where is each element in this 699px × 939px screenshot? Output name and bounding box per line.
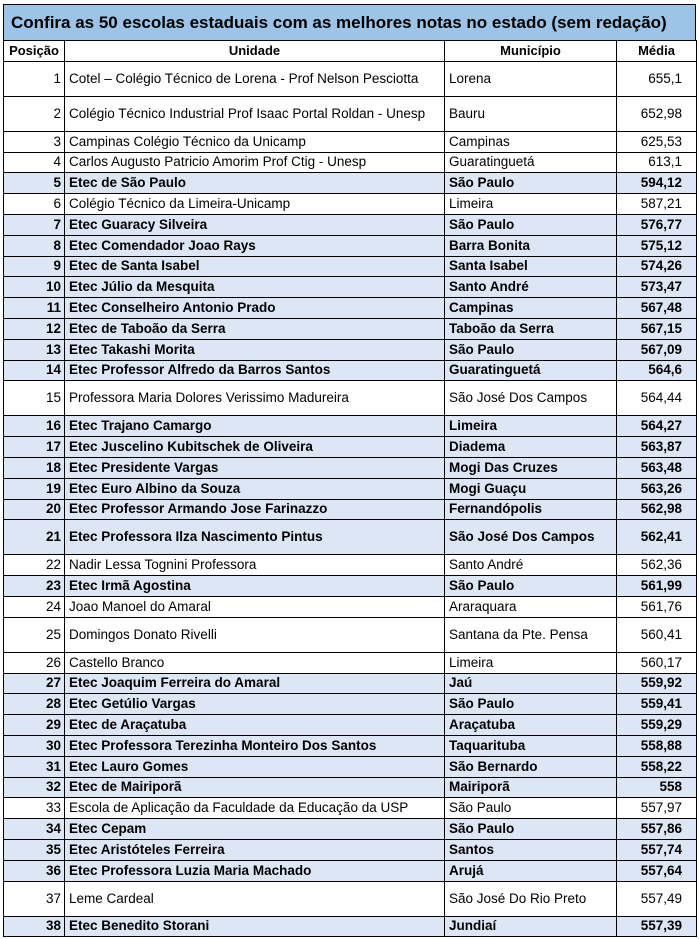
cell-unit: Etec Irmã Agostina (65, 576, 445, 597)
cell-position: 34 (4, 819, 65, 840)
cell-position: 25 (4, 617, 65, 652)
table-row (4, 916, 697, 937)
cell-unit: Etec de Santa Isabel (65, 256, 445, 277)
cell-position: 16 (4, 416, 65, 437)
cell-position: 32 (4, 777, 65, 798)
cell-position: 15 (4, 381, 65, 416)
table-row (4, 520, 697, 555)
cell-position: 5 (4, 173, 65, 194)
cell-city: São Paulo (445, 694, 617, 715)
cell-position: 36 (4, 860, 65, 881)
cell-average: 575,12 (617, 235, 697, 256)
table-row (4, 860, 697, 881)
cell-position: 17 (4, 437, 65, 458)
cell-position: 27 (4, 673, 65, 694)
table-header-row (4, 41, 697, 62)
cell-unit: Etec Juscelino Kubitschek de Oliveira (65, 437, 445, 458)
cell-city: Limeira (445, 416, 617, 437)
table-row (4, 61, 697, 96)
cell-city: Guaratinguetá (445, 152, 617, 173)
table-row (4, 131, 697, 152)
cell-city: Guaratinguetá (445, 360, 617, 381)
cell-city: Bauru (445, 96, 617, 131)
header-city: Município (445, 41, 617, 62)
cell-city: Taboão da Serra (445, 318, 617, 339)
cell-average: 557,86 (617, 819, 697, 840)
table-row (4, 777, 697, 798)
table-row (4, 437, 697, 458)
cell-position: 9 (4, 256, 65, 277)
cell-average: 594,12 (617, 173, 697, 194)
cell-position: 19 (4, 478, 65, 499)
table-row (4, 173, 697, 194)
cell-unit: Etec Professora Terezinha Monteiro Dos Santos (65, 735, 445, 756)
table-row (4, 555, 697, 576)
cell-position: 33 (4, 798, 65, 819)
cell-average: 587,21 (617, 194, 697, 215)
ranking-table (3, 40, 697, 937)
cell-city: Campinas (445, 298, 617, 319)
cell-city: São José Dos Campos (445, 381, 617, 416)
table-row (4, 339, 697, 360)
cell-position: 31 (4, 756, 65, 777)
cell-average: 561,99 (617, 576, 697, 597)
cell-average: 560,41 (617, 617, 697, 652)
cell-average: 563,26 (617, 478, 697, 499)
cell-unit: Etec Presidente Vargas (65, 457, 445, 478)
cell-average: 557,39 (617, 916, 697, 937)
cell-unit: Etec Professor Alfredo da Barros Santos (65, 360, 445, 381)
table-row (4, 152, 697, 173)
cell-city: Limeira (445, 652, 617, 673)
cell-unit: Etec Professor Armando Jose Farinazzo (65, 499, 445, 520)
cell-position: 18 (4, 457, 65, 478)
table-row (4, 839, 697, 860)
cell-unit: Etec Aristóteles Ferreira (65, 839, 445, 860)
cell-average: 562,98 (617, 499, 697, 520)
cell-average: 567,09 (617, 339, 697, 360)
cell-average: 573,47 (617, 277, 697, 298)
cell-average: 559,29 (617, 715, 697, 736)
cell-unit: Etec de Mairiporã (65, 777, 445, 798)
cell-average: 576,77 (617, 214, 697, 235)
table-row (4, 819, 697, 840)
cell-city: São Paulo (445, 576, 617, 597)
cell-position: 8 (4, 235, 65, 256)
cell-average: 562,41 (617, 520, 697, 555)
cell-unit: Leme Cardeal (65, 881, 445, 916)
table-row (4, 318, 697, 339)
cell-unit: Etec Professora Luzia Maria Machado (65, 860, 445, 881)
cell-average: 559,41 (617, 694, 697, 715)
table-row (4, 576, 697, 597)
cell-position: 24 (4, 596, 65, 617)
cell-unit: Cotel – Colégio Técnico de Lorena - Prof Nelson Pesciotta (65, 61, 445, 96)
cell-city: Mogi Das Cruzes (445, 457, 617, 478)
cell-average: 557,64 (617, 860, 697, 881)
cell-city: Mogi Guaçu (445, 478, 617, 499)
cell-position: 22 (4, 555, 65, 576)
cell-position: 20 (4, 499, 65, 520)
cell-city: São José Do Rio Preto (445, 881, 617, 916)
cell-position: 4 (4, 152, 65, 173)
cell-city: Barra Bonita (445, 235, 617, 256)
table-row (4, 256, 697, 277)
cell-position: 28 (4, 694, 65, 715)
cell-position: 2 (4, 96, 65, 131)
cell-unit: Campinas Colégio Técnico da Unicamp (65, 131, 445, 152)
cell-unit: Etec Cepam (65, 819, 445, 840)
cell-city: Araraquara (445, 596, 617, 617)
table-row (4, 360, 697, 381)
cell-unit: Etec de Araçatuba (65, 715, 445, 736)
cell-city: Santo André (445, 555, 617, 576)
cell-city: São José Dos Campos (445, 520, 617, 555)
cell-unit: Etec Joaquim Ferreira do Amaral (65, 673, 445, 694)
table-row (4, 715, 697, 736)
cell-average: 574,26 (617, 256, 697, 277)
table-row (4, 499, 697, 520)
cell-average: 557,74 (617, 839, 697, 860)
cell-city: Santana da Pte. Pensa (445, 617, 617, 652)
cell-average: 561,76 (617, 596, 697, 617)
table-row (4, 596, 697, 617)
cell-city: Arujá (445, 860, 617, 881)
table-row (4, 194, 697, 215)
cell-average: 655,1 (617, 61, 697, 96)
cell-unit: Etec Conselheiro Antonio Prado (65, 298, 445, 319)
cell-unit: Etec Getúlio Vargas (65, 694, 445, 715)
header-unit: Unidade (65, 41, 445, 62)
cell-city: São Paulo (445, 819, 617, 840)
cell-city: Jaú (445, 673, 617, 694)
cell-average: 558 (617, 777, 697, 798)
cell-position: 6 (4, 194, 65, 215)
table-row (4, 214, 697, 235)
table-row (4, 381, 697, 416)
cell-unit: Domingos Donato Rivelli (65, 617, 445, 652)
cell-unit: Etec Takashi Morita (65, 339, 445, 360)
cell-position: 21 (4, 520, 65, 555)
cell-position: 26 (4, 652, 65, 673)
cell-average: 558,88 (617, 735, 697, 756)
table-row (4, 798, 697, 819)
cell-city: São Paulo (445, 214, 617, 235)
cell-position: 29 (4, 715, 65, 736)
table-row (4, 881, 697, 916)
cell-city: Taquarituba (445, 735, 617, 756)
cell-position: 38 (4, 916, 65, 937)
cell-average: 567,48 (617, 298, 697, 319)
cell-unit: Colégio Técnico da Limeira-Unicamp (65, 194, 445, 215)
cell-average: 557,49 (617, 881, 697, 916)
cell-position: 1 (4, 61, 65, 96)
cell-unit: Etec de São Paulo (65, 173, 445, 194)
cell-position: 7 (4, 214, 65, 235)
cell-city: Santa Isabel (445, 256, 617, 277)
table-body (4, 61, 697, 937)
cell-position: 35 (4, 839, 65, 860)
cell-average: 652,98 (617, 96, 697, 131)
cell-unit: Etec Euro Albino da Souza (65, 478, 445, 499)
cell-average: 560,17 (617, 652, 697, 673)
cell-average: 625,53 (617, 131, 697, 152)
cell-city: Jundiaí (445, 916, 617, 937)
cell-unit: Castello Branco (65, 652, 445, 673)
document-title: Confira as 50 escolas estaduais com as melhores notas no estado (sem redação) (3, 4, 696, 40)
table-row (4, 735, 697, 756)
cell-city: São Paulo (445, 798, 617, 819)
table-row (4, 96, 697, 131)
header-position: Posição (4, 41, 65, 62)
cell-unit: Etec Benedito Storani (65, 916, 445, 937)
cell-average: 558,22 (617, 756, 697, 777)
cell-position: 23 (4, 576, 65, 597)
cell-unit: Etec Guaracy Silveira (65, 214, 445, 235)
table-row (4, 478, 697, 499)
cell-city: Mairiporã (445, 777, 617, 798)
cell-position: 3 (4, 131, 65, 152)
ranking-document (3, 4, 696, 937)
cell-average: 567,15 (617, 318, 697, 339)
table-row (4, 694, 697, 715)
table-row (4, 617, 697, 652)
table-row (4, 416, 697, 437)
cell-average: 564,27 (617, 416, 697, 437)
cell-unit: Colégio Técnico Industrial Prof Isaac Portal Roldan - Unesp (65, 96, 445, 131)
cell-unit: Etec Professora Ilza Nascimento Pintus (65, 520, 445, 555)
cell-city: São Paulo (445, 173, 617, 194)
cell-unit: Joao Manoel do Amaral (65, 596, 445, 617)
cell-unit: Professora Maria Dolores Verissimo Madureira (65, 381, 445, 416)
cell-position: 10 (4, 277, 65, 298)
cell-city: Limeira (445, 194, 617, 215)
table-row (4, 298, 697, 319)
cell-average: 564,6 (617, 360, 697, 381)
cell-city: São Paulo (445, 339, 617, 360)
cell-position: 11 (4, 298, 65, 319)
table-row (4, 457, 697, 478)
cell-city: Diadema (445, 437, 617, 458)
cell-unit: Etec de Taboão da Serra (65, 318, 445, 339)
cell-unit: Nadir Lessa Tognini Professora (65, 555, 445, 576)
cell-city: Campinas (445, 131, 617, 152)
table-row (4, 652, 697, 673)
cell-unit: Etec Lauro Gomes (65, 756, 445, 777)
cell-city: Santo André (445, 277, 617, 298)
cell-unit: Escola de Aplicação da Faculdade da Educação da USP (65, 798, 445, 819)
cell-unit: Carlos Augusto Patricio Amorim Prof Ctig - Unesp (65, 152, 445, 173)
cell-unit: Etec Comendador Joao Rays (65, 235, 445, 256)
cell-position: 37 (4, 881, 65, 916)
cell-average: 613,1 (617, 152, 697, 173)
cell-city: Fernandópolis (445, 499, 617, 520)
cell-average: 557,97 (617, 798, 697, 819)
cell-unit: Etec Júlio da Mesquita (65, 277, 445, 298)
cell-city: Santos (445, 839, 617, 860)
table-row (4, 673, 697, 694)
header-average: Média (617, 41, 697, 62)
cell-average: 563,48 (617, 457, 697, 478)
cell-average: 563,87 (617, 437, 697, 458)
table-row (4, 235, 697, 256)
table-row (4, 277, 697, 298)
cell-unit: Etec Trajano Camargo (65, 416, 445, 437)
cell-average: 564,44 (617, 381, 697, 416)
cell-city: São Bernardo (445, 756, 617, 777)
cell-city: Araçatuba (445, 715, 617, 736)
cell-position: 14 (4, 360, 65, 381)
cell-average: 559,92 (617, 673, 697, 694)
cell-position: 30 (4, 735, 65, 756)
cell-average: 562,36 (617, 555, 697, 576)
table-row (4, 756, 697, 777)
cell-position: 12 (4, 318, 65, 339)
cell-position: 13 (4, 339, 65, 360)
cell-city: Lorena (445, 61, 617, 96)
